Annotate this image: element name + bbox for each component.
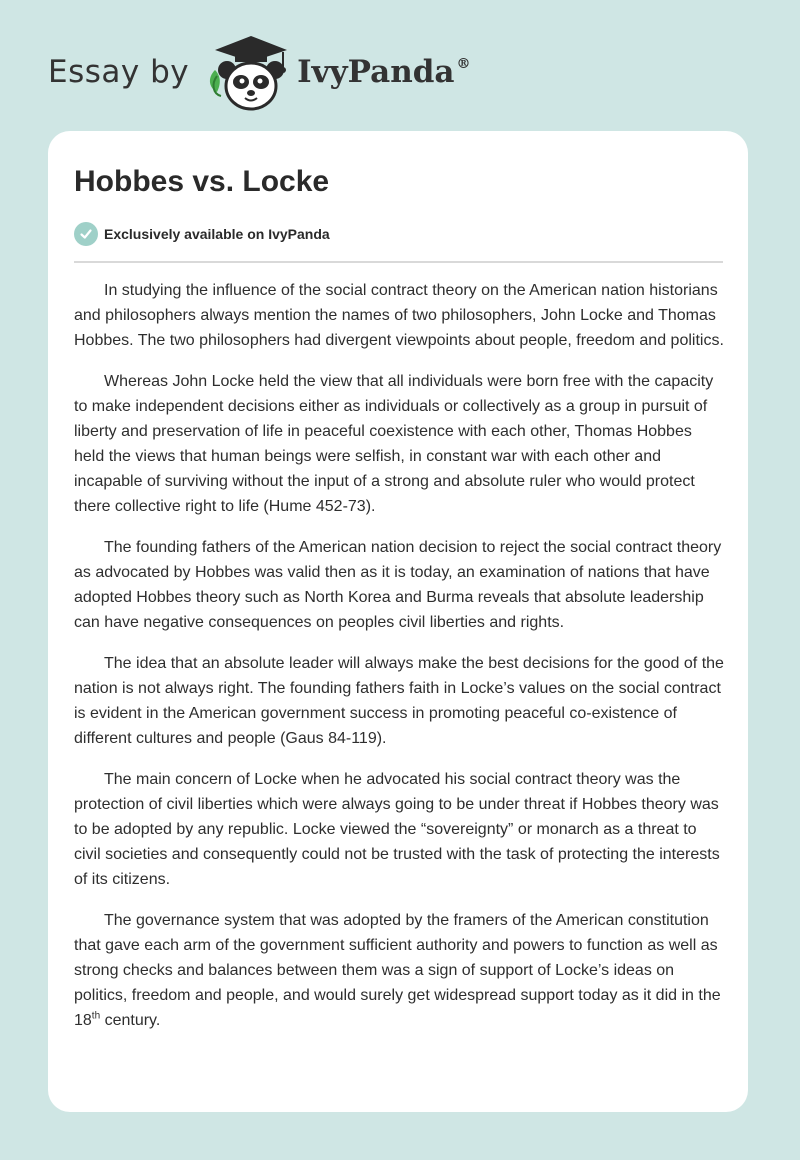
essay-by-label: Essay by (48, 54, 190, 90)
paragraph-ending: century. (100, 1012, 161, 1029)
paragraph: The idea that an absolute leader will always make the best decisions for the good of the nation is not always right. The founding fathers faith in Locke’s values on the social contract is evident in the American government success in promoting peaceful co-existence of different cultures and people (Gaus 84-119). (74, 655, 724, 747)
essay-card (48, 131, 748, 1112)
paragraph-text: The governance system that was adopted by the framers of the American constitution that gave each arm of the government sufficient authority and powers to function as well as strong checks and balances between them was a sign of support of Locke’s ideas on politics, freedom and people, and would surely get widespread support today as it did in the 18 (74, 912, 721, 1029)
check-circle-icon (74, 222, 98, 246)
essay-body (74, 278, 726, 1049)
paragraph: The main concern of Locke when he advocated his social contract theory was the protection of civil liberties which were always going to be under threat if Hobbes theory was to be adopted by any republic. Locke viewed the “sovereignty” or monarch as a threat to civil societies and consequently could not be trusted with the task of protecting the interests of its citizens. (74, 771, 720, 888)
brand-name[interactable]: IvyPanda ® (297, 54, 471, 90)
page-title: Hobbes vs. Locke (74, 165, 330, 198)
exclusive-badge (74, 222, 330, 246)
registered-mark: ® (456, 56, 471, 72)
paragraph: The founding fathers of the American nation decision to reject the social contract theory as advocated by Hobbes was valid then as it is today, an examination of nations that have adopted Hobbes theory such as North Korea and Burma reveals that absolute leadership can have negative consequences on peoples civil liberties and rights. (74, 539, 722, 631)
paragraph: Whereas John Locke held the view that all individuals were born free with the capacity to make independent decisions either as individuals or collectively as a group in pursuit of liberty and preservation of life in peaceful coexistence with each other, Thomas Hobbes held the views that human beings were selfish, in constant war with each other and incapable of surviving without the input of a strong and absolute ruler who would protect there collective right to life (Hume 452-73). (74, 373, 714, 515)
divider (74, 261, 723, 263)
paragraph-last (74, 908, 726, 1033)
paragraph: In studying the influence of the social contract theory on the American nation historians and philosophers always mention the names of two philosophers, John Locke and Thomas Hobbes. The two philosophers had divergent viewpoints about people, freedom and politics. (74, 282, 724, 349)
exclusive-label: Exclusively available on IvyPanda (104, 226, 330, 242)
panda-logo-icon[interactable] (203, 30, 295, 114)
site-header (48, 30, 471, 114)
superscript: th (91, 1010, 101, 1022)
